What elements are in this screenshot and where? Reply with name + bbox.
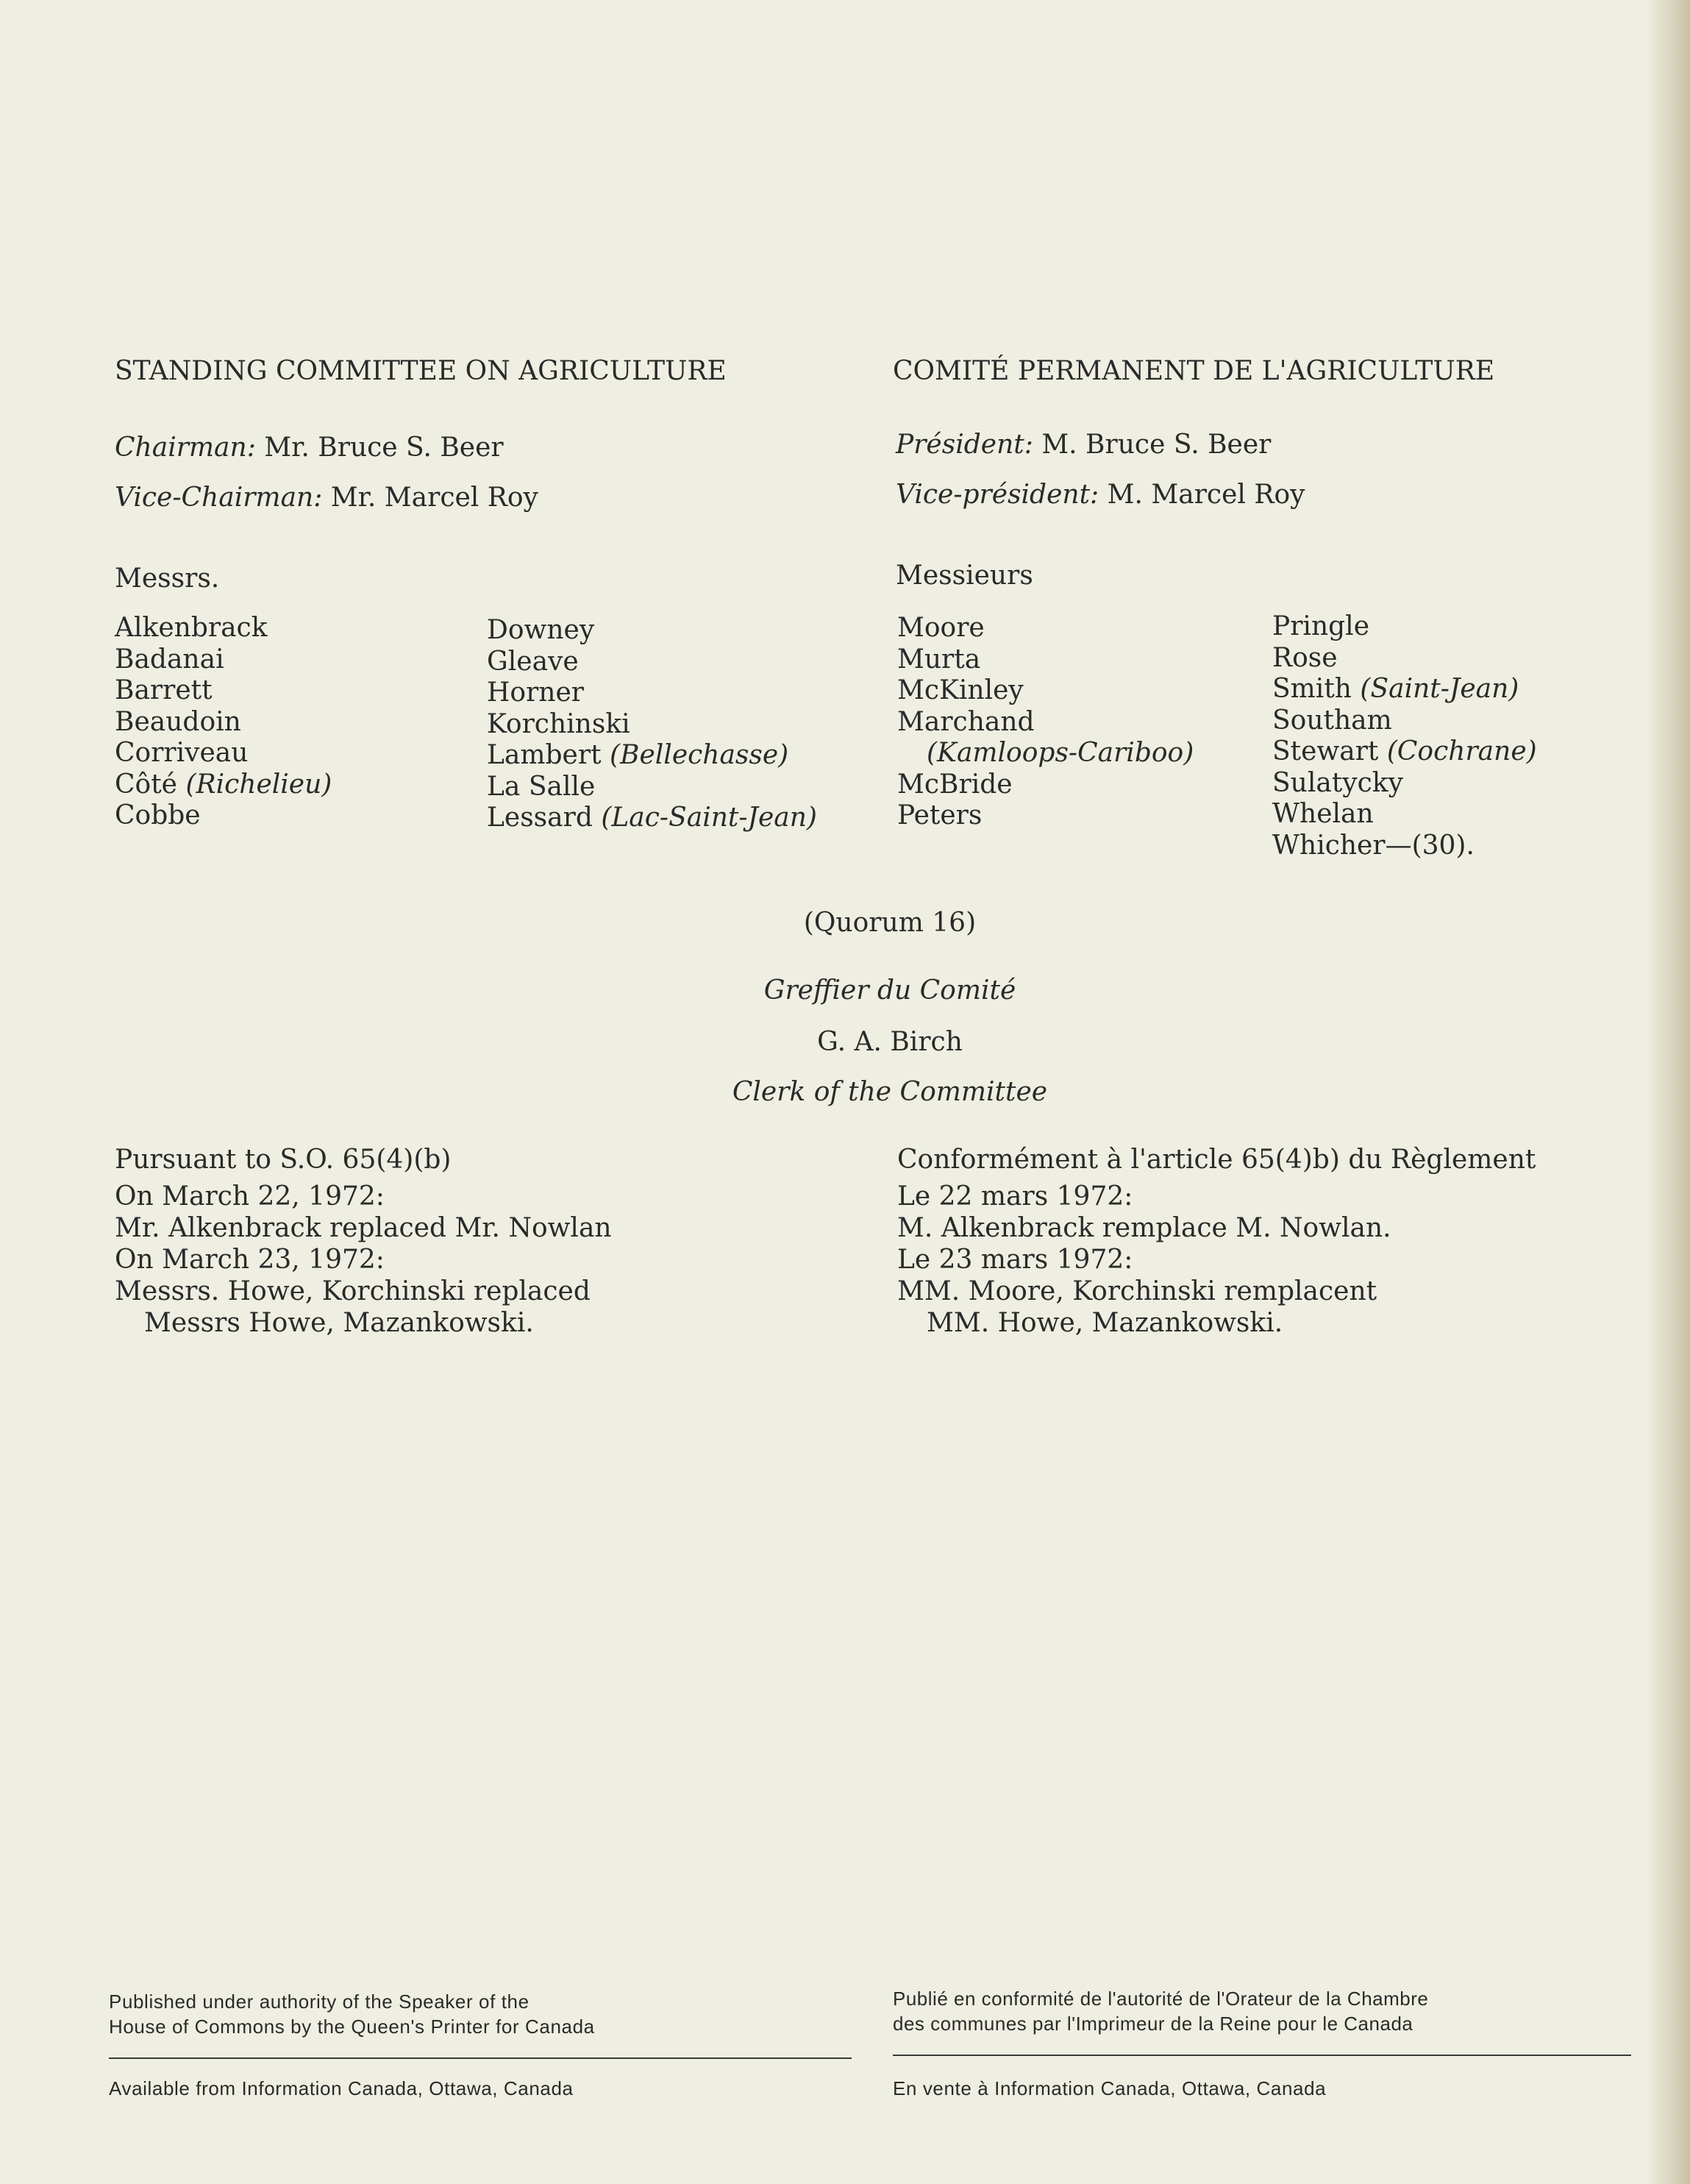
- member-name: Stewart: [1272, 736, 1379, 766]
- members-list-fr-col1: [897, 613, 1194, 832]
- changes-en: [115, 1181, 612, 1339]
- member: Horner: [487, 677, 584, 708]
- member: La Salle: [487, 771, 596, 802]
- member-riding: (Kamloops-Cariboo): [927, 738, 1194, 768]
- member: Corriveau: [115, 738, 249, 768]
- vice-chairman-fr: [896, 480, 1305, 510]
- member: Sulatycky: [1272, 767, 1403, 798]
- member: Murta: [897, 644, 981, 675]
- clerk-name: G. A. Birch: [817, 1027, 963, 1057]
- members-heading-fr: Messieurs: [896, 561, 1033, 591]
- published-en: [109, 1989, 595, 2039]
- member: Barrett: [115, 675, 213, 705]
- change-line: MM. Howe, Mazankowski.: [927, 1308, 1283, 1338]
- published-line: des communes par l'Imprimeur de la Reine pour le Canada: [893, 2013, 1413, 2035]
- chairman-label-fr: Président:: [896, 430, 1033, 460]
- member: Southam: [1272, 705, 1392, 736]
- change-line: M. Alkenbrack remplace M. Nowlan.: [897, 1213, 1391, 1243]
- committee-title-en: STANDING COMMITTEE ON AGRICULTURE: [115, 356, 727, 386]
- member: Gleave: [487, 646, 579, 677]
- member: Badanai: [115, 644, 224, 675]
- change-line: MM. Moore, Korchinski remplacent: [897, 1276, 1377, 1306]
- member: [487, 740, 817, 772]
- member-riding: (Richelieu): [185, 769, 332, 800]
- pursuant-fr: Conformément à l'article 65(4)b) du Règlement: [897, 1145, 1536, 1175]
- published-line: Publié en conformité de l'autorité de l'Orateur de la Chambre: [893, 1988, 1429, 2010]
- greffier-label: Greffier du Comité: [763, 975, 1016, 1006]
- available-en: Available from Information Canada, Ottawa, Canada: [109, 2077, 574, 2099]
- member: Korchinski: [487, 708, 630, 739]
- member: Pringle: [1272, 611, 1369, 641]
- member-name: Lessard: [487, 803, 593, 833]
- member-riding: (Saint-Jean): [1360, 674, 1519, 704]
- member-riding: (Lac-Saint-Jean): [601, 803, 817, 833]
- vice-name-en: Mr. Marcel Roy: [330, 483, 538, 513]
- changes-fr: [897, 1181, 1391, 1339]
- chairman-name-fr: M. Bruce S. Beer: [1041, 430, 1272, 460]
- available-fr: En vente à Information Canada, Ottawa, Canada: [893, 2077, 1327, 2099]
- member-name: Smith: [1272, 674, 1352, 704]
- member: [1272, 674, 1537, 705]
- published-line: House of Commons by the Queen's Printer for Canada: [109, 2016, 595, 2038]
- member: [1272, 736, 1537, 768]
- change-line: Le 23 mars 1972:: [897, 1245, 1133, 1275]
- chairman-name-en: Mr. Bruce S. Beer: [264, 433, 504, 463]
- change-line: Messrs Howe, Mazankowski.: [144, 1308, 534, 1338]
- member: Whelan: [1272, 799, 1374, 829]
- chairman-fr: [896, 430, 1271, 460]
- member-riding: (Bellechasse): [609, 740, 789, 770]
- member: Moore: [897, 613, 985, 643]
- footer-rule-fr: [893, 2055, 1631, 2056]
- change-line: On March 22, 1972:: [115, 1181, 385, 1212]
- member-riding: (Cochrane): [1386, 736, 1537, 766]
- member: Marchand: [897, 706, 1035, 737]
- member-name: Lambert: [487, 740, 602, 770]
- chairman-label-en: Chairman:: [115, 433, 256, 463]
- members-list-en-col1: [115, 613, 332, 832]
- change-line: On March 23, 1972:: [115, 1245, 385, 1275]
- change-line: Messrs. Howe, Korchinski replaced: [115, 1276, 591, 1306]
- chairman-en: [115, 433, 504, 463]
- member: McKinley: [897, 675, 1024, 705]
- quorum: (Quorum 16): [803, 908, 977, 938]
- pursuant-en: Pursuant to S.O. 65(4)(b): [115, 1145, 452, 1175]
- members-list-fr-col2: [1272, 611, 1537, 861]
- members-list-en-col2: [487, 615, 817, 834]
- member: Whicher—(30).: [1272, 830, 1475, 861]
- member: Downey: [487, 615, 595, 645]
- member: McBride: [897, 769, 1013, 800]
- vice-label-en: Vice-Chairman:: [115, 483, 323, 513]
- published-line: Published under authority of the Speaker of the: [109, 1991, 530, 2013]
- member-name: Côté: [115, 769, 177, 800]
- member: Peters: [897, 800, 983, 830]
- member: [115, 769, 332, 801]
- members-heading-en: Messrs.: [115, 563, 220, 594]
- member: Beaudoin: [115, 706, 241, 737]
- change-line: Le 22 mars 1972:: [897, 1181, 1133, 1212]
- vice-label-fr: Vice-président:: [896, 480, 1099, 510]
- vice-chairman-en: [115, 483, 538, 513]
- committee-title-fr: COMITÉ PERMANENT DE L'AGRICULTURE: [893, 356, 1495, 386]
- member: Rose: [1272, 642, 1338, 673]
- published-fr: [893, 1986, 1428, 2036]
- member: Alkenbrack: [115, 613, 268, 643]
- member: Cobbe: [115, 800, 201, 830]
- vice-name-fr: M. Marcel Roy: [1107, 480, 1305, 510]
- footer-rule-en: [109, 2057, 852, 2059]
- member: [487, 803, 817, 834]
- change-line: Mr. Alkenbrack replaced Mr. Nowlan: [115, 1213, 612, 1243]
- clerk-label: Clerk of the Committee: [732, 1077, 1048, 1107]
